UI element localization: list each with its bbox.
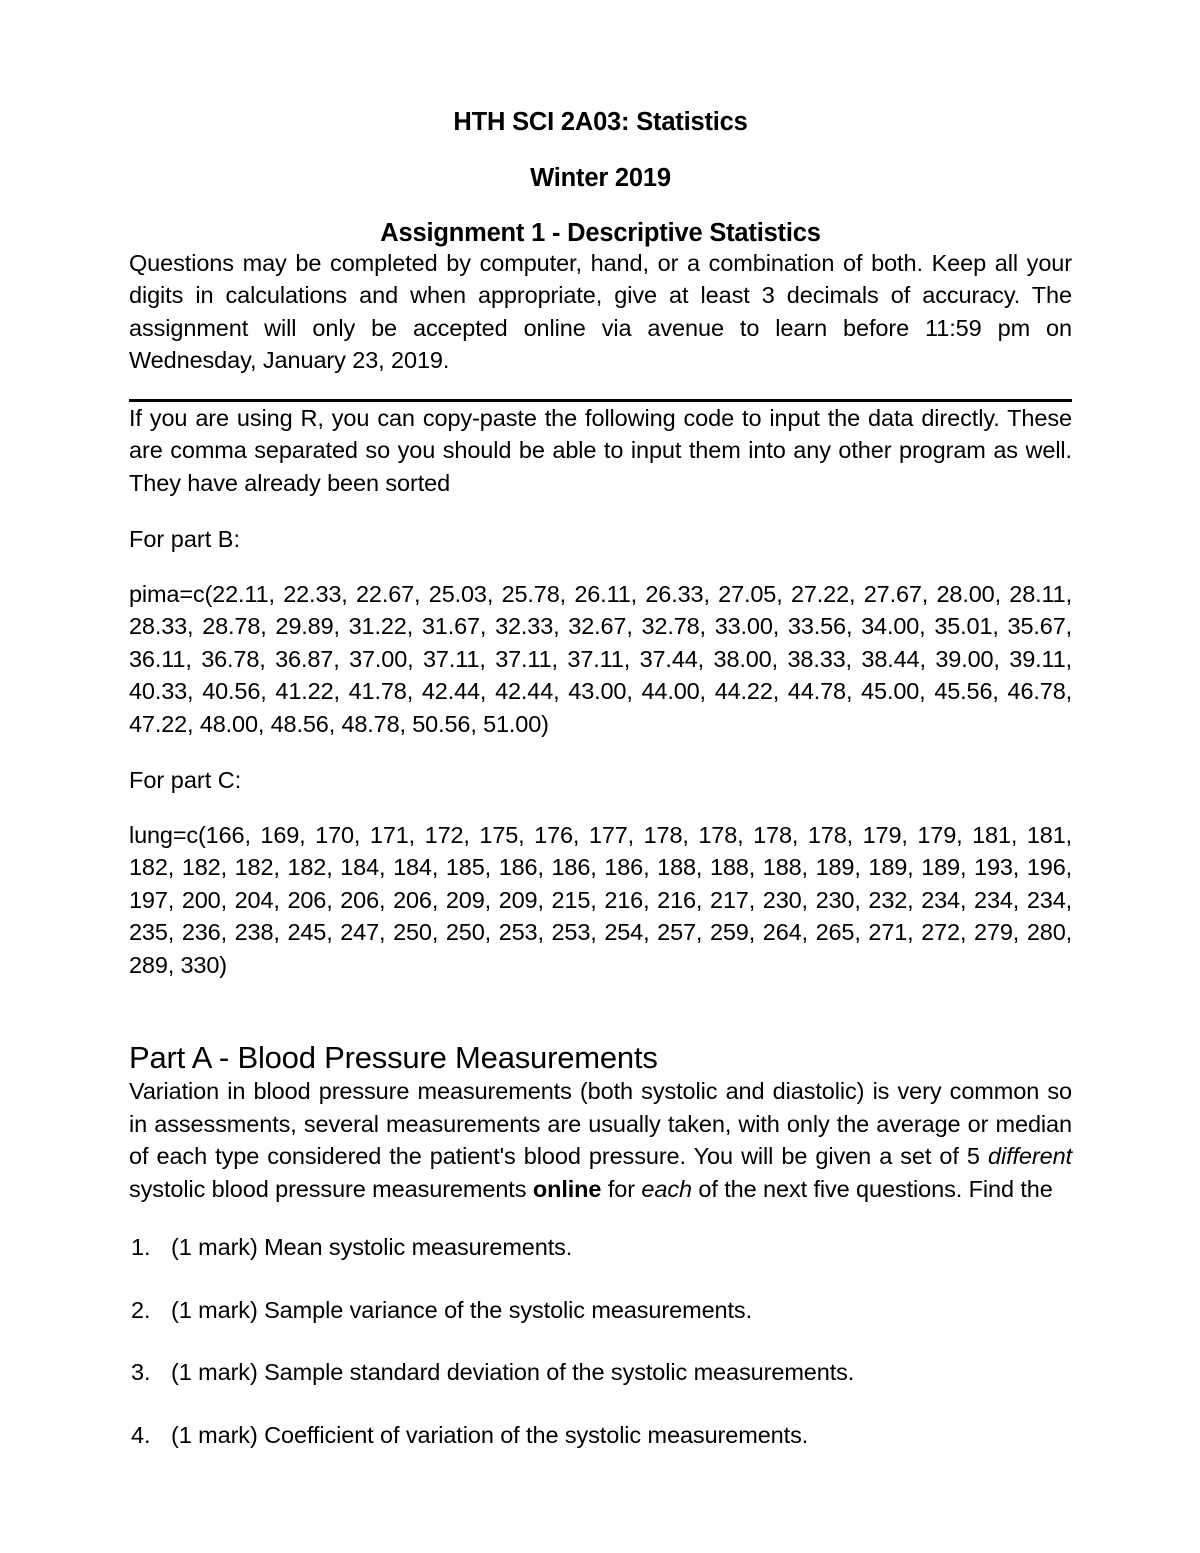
r-code-instructions: If you are using R, you can copy-paste the following code to input the data directly. These are comma separated so you should be able to input them into any other program as well. They have already been sorted: [129, 404, 1072, 496]
list-item: [129, 1294, 1072, 1327]
question-list: [129, 1231, 1072, 1451]
question-text: (1 mark) Coefficient of variation of the systolic measurements.: [171, 1421, 809, 1448]
question-text: (1 mark) Mean systolic measurements.: [171, 1234, 573, 1261]
list-item: [129, 1231, 1072, 1264]
part-a-heading: Part A - Blood Pressure Measurements: [129, 1040, 658, 1075]
part-a-strong-online: online: [532, 1175, 602, 1202]
term-title: Winter 2019: [530, 163, 671, 192]
part-a-emphasis-each: each: [641, 1175, 692, 1202]
part-a-emphasis-different: different: [987, 1143, 1072, 1170]
part-b-label: For part B:: [129, 526, 241, 552]
part-a-paragraph: [129, 1075, 1072, 1205]
part-a-text-4: of the next five questions. Find the: [691, 1175, 1053, 1202]
question-text: (1 mark) Sample standard deviation of the systolic measurements.: [171, 1359, 855, 1386]
list-item: [129, 1419, 1072, 1452]
part-c-label: For part C:: [129, 767, 242, 793]
part-a-text-3: for: [601, 1175, 642, 1202]
list-item: [129, 1356, 1072, 1389]
course-title: HTH SCI 2A03: Statistics: [453, 108, 748, 136]
part-a-text-2: systolic blood pressure measurements: [129, 1175, 533, 1202]
intro-paragraph: Questions may be completed by computer, hand, or a combination of both. Keep all your digits in calculations and when appropriate, give at least 3 decimals of accuracy. The assignment will only be accepted online via avenue to learn before 11:59 pm on Wednesday, January 23, 2019.: [129, 249, 1072, 373]
assignment-title: Assignment 1 - Descriptive Statistics: [380, 219, 821, 247]
part-a-text-1: Variation in blood pressure measurements (both systolic and diastolic) is very common so in assessments, several measurements are usually taken, with only the average or median of each type considered the patient's blood pressure. You will be given a set of 5: [129, 1078, 1072, 1170]
question-text: (1 mark) Sample variance of the systolic measurements.: [171, 1296, 753, 1323]
lung-data-code: lung=c(166, 169, 170, 171, 172, 175, 176, 177, 178, 178, 178, 178, 179, 179, 181, 181, 182, 182, 182, 182, 184, 184, 185, 186, 186, 186, 188, 188, 188, 189, 189, 189, 193, 196, 197, 200, 204, 206, 206, 206, 209, 209, 215, 216, 216, 217, 230, 230, 232, 234, 234, 234, 235, 236, 238, 245, 247, 250, 250, 253, 253, 254, 257, 259, 264, 265, 271, 272, 279, 280, 289, 330): [129, 821, 1072, 978]
pima-data-code: pima=c(22.11, 22.33, 22.67, 25.03, 25.78, 26.11, 26.33, 27.05, 27.22, 27.67, 28.00, 28.11, 28.33, 28.78, 29.89, 31.22, 31.67, 32.33, 32.67, 32.78, 33.00, 33.56, 34.00, 35.01, 35.67, 36.11, 36.78, 36.87, 37.00, 37.11, 37.11, 37.11, 37.44, 38.00, 38.33, 38.44, 39.00, 39.11, 40.33, 40.56, 41.22, 41.78, 42.44, 42.44, 43.00, 44.00, 44.22, 44.78, 45.00, 45.56, 46.78, 47.22, 48.00, 48.56, 48.78, 50.56, 51.00): [129, 580, 1072, 737]
